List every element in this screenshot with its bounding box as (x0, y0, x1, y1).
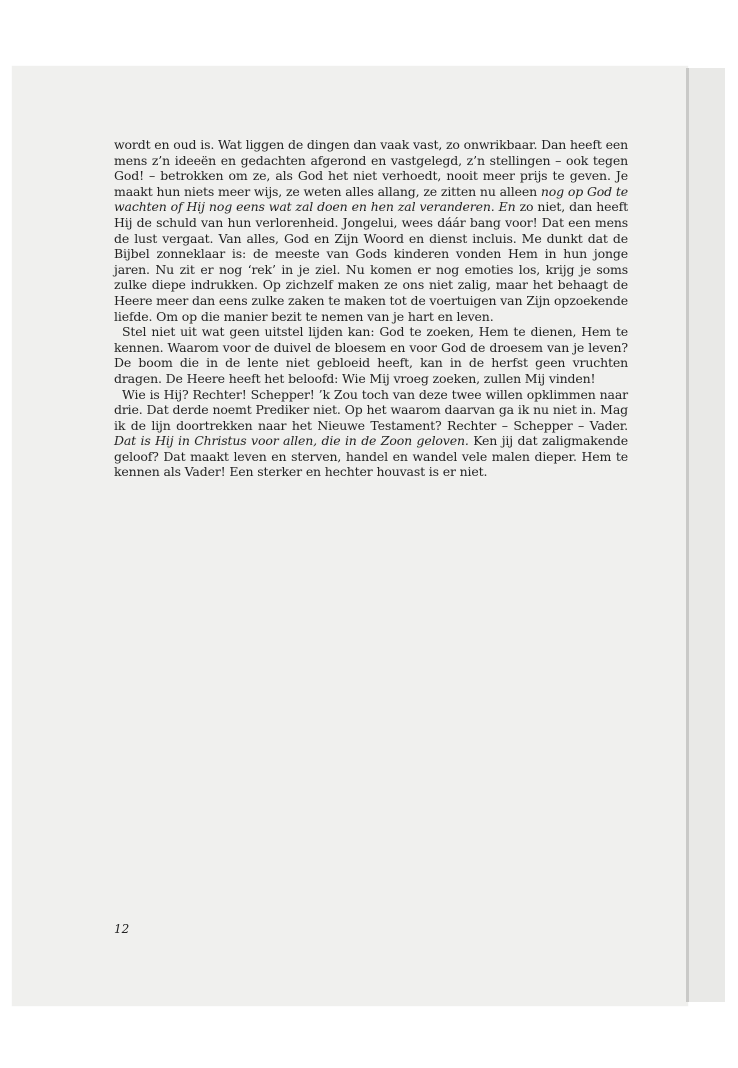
text-run: zo niet, dan heeft Hij de schuld van hun verlorenheid. Jongelui, wees dáár bang voor! Dat een mens de lust vergaat. Van alles, God en Zijn Woord en dienst incluis. Me dunkt dat de Bijbel zonneklaar is: de meeste van Gods kinderen vonden Hem in hun jonge jaren. Nu zit er nog ‘rek’ in je ziel. Nu komen er nog emoties los, krijg je soms zulke diepe indrukken. Op zichzelf maken ze ons niet zalig, maar het behaagt de Heere meer dan eens zulke zaken te maken tot de voertuigen van Zijn opzoekende liefde. Om op die manier bezit te nemen van je hart en leven. (114, 199, 628, 324)
body-text (114, 137, 628, 480)
text-run: Stel niet uit wat geen uitstel lijden kan: God te zoeken, Hem te dienen, Hem te kennen. Waarom voor de duivel de bloesem en voor God de droesem van je leven? De boom die in de lente niet gebloeid heeft, kan in de herfst geen vruchten dragen. De Heere heeft het beloofd: Wie Mij vroeg zoeken, zullen Mij vinden! (114, 324, 628, 386)
paragraph-1 (114, 137, 628, 324)
italic-text-run: Dat is Hij in Christus voor allen, die in de Zoon geloven. (114, 433, 469, 449)
adjacent-page-strip (689, 68, 725, 1002)
italic-text-run: En (498, 199, 516, 215)
italic-text-run: nog op God te wachten of Hij nog eens wat zal doen en hen zal veranderen. (114, 183, 628, 215)
paragraph-3 (114, 387, 628, 481)
paragraph-2 (114, 324, 628, 386)
text-run: Wie is Hij? Rechter! Schepper! ’k Zou toch van deze twee willen opklimmen naar drie. Dat derde noemt Prediker niet. Op het waarom daarvan ga ik nu niet in. Mag ik de lijn doortrekken naar het Nieuwe Testament? Rechter – Schepper – Vader. (114, 386, 628, 433)
page-number: 12 (114, 922, 130, 936)
text-run: Ken jij dat zaligmakende geloof? Dat maakt leven en sterven, handel en wandel vele malen dieper. Hem te kennen als Vader! Een sterker en hechter houvast is er niet. (114, 433, 628, 480)
text-run: wordt en oud is. Wat liggen de dingen dan vaak vast, zo onwrikbaar. Dan heeft een mens z’n ideeën en gedachten afgerond en vastgelegd, z’n stellingen – ook tegen God! – betrokken om ze, als God het niet verhoedt, nooit meer prijs te geven. Je maakt hun niets meer wijs, ze weten alles allang, ze zitten nu alleen (114, 137, 628, 199)
